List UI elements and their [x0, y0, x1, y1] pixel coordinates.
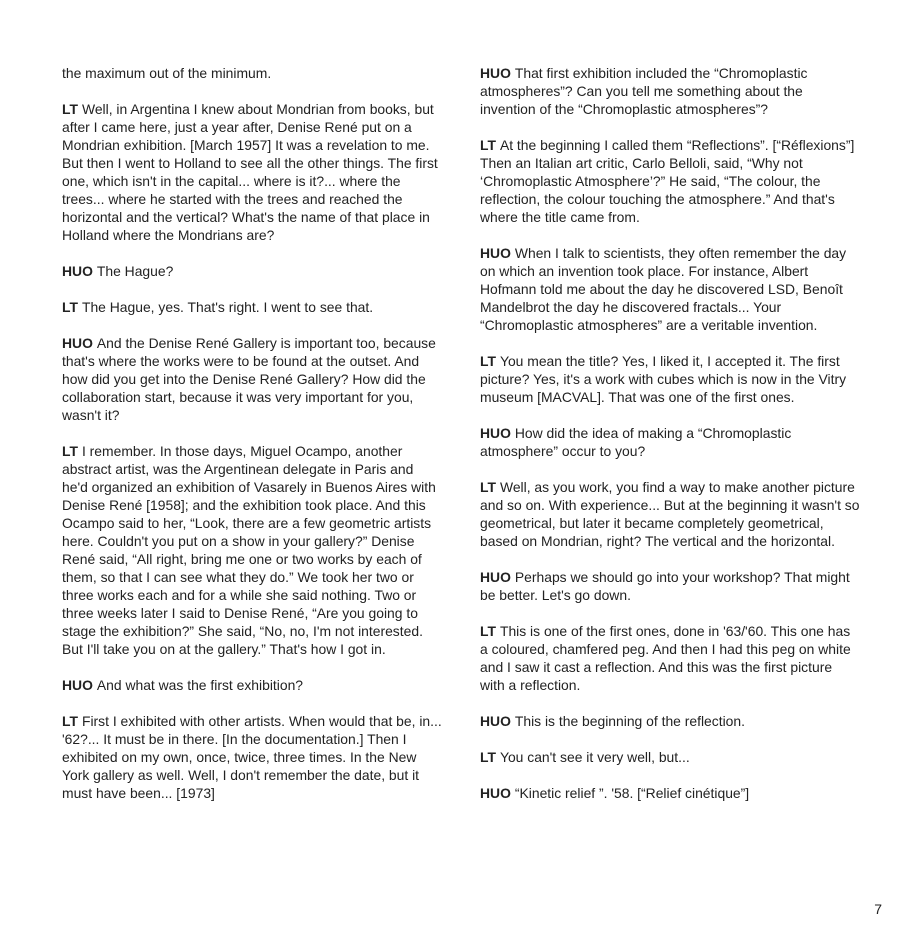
- paragraph-text: “Kinetic relief ”. '58. [“Relief cinétique”]: [514, 785, 750, 801]
- paragraph-r6: [480, 568, 860, 604]
- speaker-label: HUO: [62, 263, 93, 279]
- paragraph-l7: [62, 712, 442, 802]
- paragraph-l4: [62, 334, 442, 424]
- paragraph-l0: [62, 64, 442, 82]
- paragraph-r1: [480, 136, 860, 226]
- speaker-label: LT: [62, 299, 78, 315]
- paragraph-text: And what was the first exhibition?: [96, 677, 304, 693]
- speaker-label: LT: [62, 443, 78, 459]
- page-number: 7: [874, 901, 882, 917]
- paragraph-text: Well, in Argentina I knew about Mondrian from books, but after I came here, just a year after, Denise René put on a Mondrian exhibition. [March 1957] It was a revelation to me. But then I went to Holland to see all the other things. The first one, which isn't in the capital... where is it?... where the trees... where he started with the trees and reached the horizontal and the vertical? What's the name of that place in Holland where the Mondrians are?: [62, 101, 438, 243]
- speaker-label: LT: [480, 479, 496, 495]
- paragraph-r2: [480, 244, 860, 334]
- paragraph-l6: [62, 676, 442, 694]
- speaker-label: HUO: [62, 677, 93, 693]
- paragraph-l1: [62, 100, 442, 244]
- paragraph-text: Well, as you work, you find a way to make another picture and so on. With experience... But at the beginning it wasn't so geometrical, but later it became completely geometrical, based on Mondrian, right? The vertical and the horizontal.: [480, 479, 860, 549]
- paragraph-text: First I exhibited with other artists. When would that be, in... '62?... It must be in there. [In the documentation.] Then I exhibited on my own, once, twice, three times. In the New York gallery as well. Well, I don't remember the date, but it must have been... [1973]: [62, 713, 442, 801]
- paragraph-r9: [480, 748, 860, 766]
- speaker-label: LT: [480, 137, 496, 153]
- paragraph-text: This is the beginning of the reflection.: [514, 713, 745, 729]
- paragraph-text: the maximum out of the minimum.: [62, 65, 272, 81]
- paragraph-text: At the beginning I called them “Reflections”. [“Réflexions”] Then an Italian art critic, Carlo Belloli, said, “Why not ‘Chromoplastic Atmosphere’?” He said, “The colour, the reflection, the colour touching the atmosphere.” And that's where the title came from.: [480, 137, 855, 225]
- speaker-label: HUO: [480, 245, 511, 261]
- paragraph-text: This is one of the first ones, done in '63/'60. This one has a coloured, chamfered peg. And then I had this peg on white and I saw it cast a reflection. And this was the first picture with a reflection.: [480, 623, 851, 693]
- paragraph-text: You mean the title? Yes, I liked it, I accepted it. The first picture? Yes, it's a work with cubes which is now in the Vitry museum [MACVAL]. That was one of the first ones.: [480, 353, 847, 405]
- speaker-label: HUO: [480, 65, 511, 81]
- paragraph-text: The Hague?: [96, 263, 174, 279]
- speaker-label: LT: [480, 749, 496, 765]
- paragraph-l2: [62, 262, 442, 280]
- paragraph-text: How did the idea of making a “Chromoplastic atmosphere” occur to you?: [480, 425, 792, 459]
- paragraph-r3: [480, 352, 860, 406]
- speaker-label: LT: [480, 623, 496, 639]
- speaker-label: LT: [62, 713, 78, 729]
- paragraph-text: You can't see it very well, but...: [499, 749, 690, 765]
- paragraph-r10: [480, 784, 860, 802]
- paragraph-text: Perhaps we should go into your workshop? That might be better. Let's go down.: [480, 569, 850, 603]
- speaker-label: HUO: [480, 425, 511, 441]
- paragraph-r4: [480, 424, 860, 460]
- paragraph-text: When I talk to scientists, they often remember the day on which an invention took place. For instance, Albert Hofmann told me about the day he discovered LSD, Benoît Mandelbrot the day he discovered fractals... Your “Chromoplastic atmospheres” are a veritable invention.: [480, 245, 847, 333]
- paragraph-r8: [480, 712, 860, 730]
- left-column: [62, 64, 442, 820]
- speaker-label: LT: [480, 353, 496, 369]
- paragraph-r0: [480, 64, 860, 118]
- paragraph-l5: [62, 442, 442, 658]
- paragraph-text: And the Denise René Gallery is important too, because that's where the works were to be found at the outset. And how did you get into the Denise René Gallery? How did the collaboration start, because it was very important for you, wasn't it?: [62, 335, 436, 423]
- paragraph-text: The Hague, yes. That's right. I went to see that.: [81, 299, 374, 315]
- paragraph-r5: [480, 478, 860, 550]
- speaker-label: HUO: [480, 785, 511, 801]
- paragraph-text: That first exhibition included the “Chromoplastic atmospheres”? Can you tell me something about the invention of the “Chromoplastic atmospheres”?: [480, 65, 808, 117]
- right-column: [480, 64, 860, 820]
- paragraph-r7: [480, 622, 860, 694]
- paragraph-l3: [62, 298, 442, 316]
- speaker-label: LT: [62, 101, 78, 117]
- speaker-label: HUO: [480, 569, 511, 585]
- speaker-label: HUO: [62, 335, 93, 351]
- speaker-label: HUO: [480, 713, 511, 729]
- paragraph-text: I remember. In those days, Miguel Ocampo, another abstract artist, was the Argentinean delegate in Paris and he'd organized an exhibition of Vasarely in Buenos Aires with Denise René [1958]; and the exhibition took place. And this Ocampo said to her, “Look, there are a few geometric artists here. Couldn't you put on a show in your gallery?” Denise René said, “All right, bring me one or two works by each of them, so that I can see what they do.” We took her two or three works each and for a while she said nothing. Two or three weeks later I said to Denise René, “Are you going to stage the exhibition?” She said, “No, no, I'm not interested. But I'll take you on at the gallery.” That's how I got in.: [62, 443, 436, 657]
